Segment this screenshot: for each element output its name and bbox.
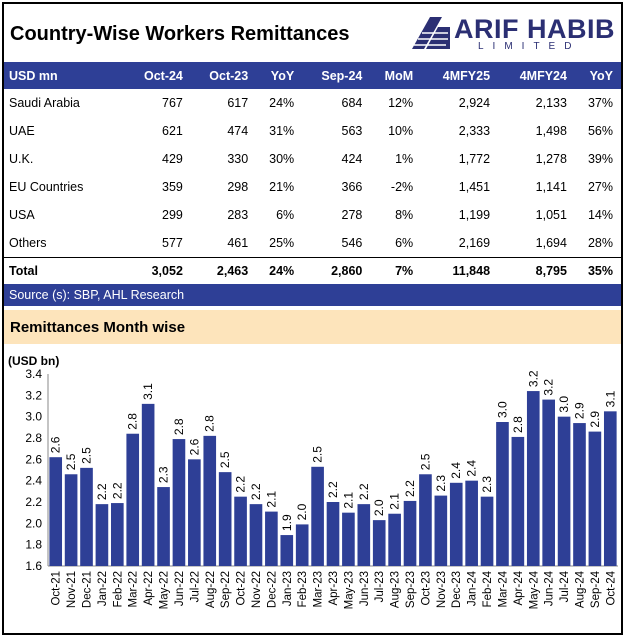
total-cell: 3,052	[126, 257, 191, 284]
table-cell: 24%	[269, 96, 295, 110]
table-cell: 1,772	[458, 152, 491, 166]
y-tick-label: 3.2	[25, 388, 42, 403]
table-cell: 12%	[388, 96, 414, 110]
table-cell: 10%	[388, 124, 414, 138]
x-tick-label: Aug-22	[204, 571, 217, 609]
data-label: 3.2	[526, 370, 541, 388]
data-label: 2.2	[94, 483, 109, 501]
page-title: Country-Wise Workers Remittances	[10, 23, 350, 45]
x-tick-label: Jun-22	[173, 571, 186, 607]
table-cell: 2,169	[458, 235, 491, 250]
x-tick-label: Sep-22	[220, 571, 233, 609]
table-cell: 1,694	[535, 235, 567, 250]
bar	[342, 513, 355, 566]
bar	[203, 436, 216, 566]
table-cell: 563	[341, 124, 363, 138]
x-tick-label: Jan-23	[281, 571, 294, 607]
column-header: USD mn	[4, 62, 126, 89]
x-tick-label: Jun-23	[358, 571, 371, 607]
bar	[142, 404, 155, 566]
total-cell: 24%	[256, 257, 302, 284]
x-tick-label: May-22	[158, 571, 171, 610]
bar	[435, 496, 448, 566]
table-cell: USA	[9, 208, 35, 222]
table-cell: Saudi Arabia	[9, 96, 80, 110]
data-label: 2.1	[341, 491, 356, 509]
column-header: 4MFY24	[498, 62, 575, 89]
column-header: Sep-24	[302, 62, 370, 89]
x-tick-label: Aug-24	[574, 571, 587, 609]
bar	[373, 520, 386, 566]
bar	[512, 437, 525, 566]
table-cell: 14%	[587, 208, 613, 222]
data-label: 2.5	[418, 453, 433, 471]
bar	[604, 411, 617, 566]
bar	[65, 474, 78, 566]
report-card	[2, 2, 623, 635]
table-cell: 298	[227, 180, 249, 194]
bar	[404, 501, 417, 566]
x-tick-label: Mar-23	[312, 571, 325, 608]
data-label: 2.6	[48, 436, 63, 454]
logo-subtitle: LIMITED	[478, 41, 581, 52]
table-cell: 8%	[395, 208, 414, 222]
data-label: 3.2	[541, 378, 556, 396]
data-label: 2.0	[372, 499, 387, 517]
table-cell: 28%	[587, 235, 613, 250]
table-cell: 6%	[395, 235, 414, 250]
data-label: 2.9	[587, 410, 602, 428]
table-cell: 424	[341, 152, 363, 166]
table-cell: 21%	[269, 180, 295, 194]
x-tick-label: Jul-24	[559, 571, 572, 603]
data-label: 2.8	[171, 418, 186, 436]
total-cell: 8,795	[498, 257, 575, 284]
data-label: 2.0	[295, 503, 310, 521]
bar	[311, 467, 324, 566]
bar	[173, 439, 186, 566]
table-cell: 429	[162, 152, 183, 166]
x-tick-label: Sep-23	[405, 571, 418, 609]
data-label: 2.2	[110, 482, 125, 500]
bar	[527, 391, 540, 566]
table-cell: 474	[227, 124, 249, 138]
data-label: 2.2	[356, 483, 371, 501]
table-cell: 1,278	[535, 152, 567, 166]
total-cell: 35%	[575, 257, 621, 284]
x-tick-label: Jan-22	[96, 571, 109, 607]
table-cell: UAE	[9, 124, 35, 138]
x-tick-label: Jul-22	[189, 571, 202, 603]
y-tick-label: 2.4	[25, 473, 42, 488]
y-tick-label: 2.2	[25, 495, 42, 509]
table-cell: Others	[9, 235, 47, 250]
table-cell: 621	[162, 124, 183, 138]
bar	[49, 457, 62, 566]
x-tick-label: Oct-23	[420, 571, 433, 606]
column-header: MoM	[370, 62, 421, 89]
x-tick-label: Dec-23	[451, 571, 464, 609]
table-cell: 1,498	[535, 124, 567, 138]
bar	[126, 434, 139, 566]
total-cell: 11,848	[421, 257, 498, 284]
table-cell: 684	[341, 96, 363, 110]
bar	[388, 514, 401, 566]
table-cell: 366	[341, 180, 363, 194]
bar	[589, 432, 602, 566]
x-tick-label: Feb-24	[482, 571, 495, 608]
table-cell: 1,141	[535, 180, 567, 194]
data-label: 3.0	[557, 395, 572, 413]
bar	[419, 474, 432, 566]
table-cell: 617	[227, 96, 249, 110]
data-label: 3.0	[495, 401, 510, 418]
data-label: 2.6	[187, 438, 202, 456]
data-label: 2.5	[79, 447, 94, 464]
data-label: 2.8	[510, 416, 525, 433]
table-cell: 2,924	[458, 96, 491, 110]
bar	[542, 400, 555, 566]
table-cell: 546	[341, 235, 363, 250]
x-tick-label: Jun-24	[543, 571, 556, 607]
data-label: 1.9	[279, 514, 294, 532]
x-tick-label: Oct-24	[605, 571, 618, 606]
table-cell: 283	[227, 208, 249, 222]
chart-section-title: Remittances Month wise	[10, 319, 186, 336]
data-label: 3.1	[603, 390, 618, 408]
total-cell: 2,463	[191, 257, 256, 284]
table-cell: 330	[227, 152, 249, 166]
bar	[280, 535, 293, 566]
y-axis-label: (USD bn)	[8, 354, 60, 368]
table-cell: 56%	[587, 124, 613, 138]
x-tick-label: May-23	[343, 571, 356, 610]
y-tick-label: 3.0	[25, 409, 42, 424]
x-tick-label: Jul-23	[374, 571, 387, 603]
data-label: 3.1	[141, 383, 156, 400]
table-cell: 767	[162, 96, 183, 110]
column-header: 4MFY25	[421, 62, 498, 89]
data-label: 2.3	[156, 466, 171, 484]
x-tick-label: Nov-22	[250, 571, 263, 609]
logo-wordmark: ARIF HABIB	[454, 14, 615, 44]
data-label: 2.2	[403, 480, 418, 497]
y-tick-label: 1.8	[25, 537, 42, 552]
table-cell: 461	[227, 235, 249, 250]
table-cell: 30%	[269, 152, 295, 166]
x-tick-label: Mar-24	[497, 571, 510, 608]
table-cell: 25%	[269, 235, 295, 250]
data-label: 2.5	[64, 453, 79, 471]
data-label: 2.8	[202, 415, 217, 432]
bar	[558, 417, 571, 566]
data-label: 2.5	[310, 446, 325, 463]
bar	[327, 502, 340, 566]
x-tick-label: Sep-24	[589, 571, 602, 609]
bar	[496, 422, 509, 566]
x-tick-label: Jan-24	[466, 571, 479, 607]
x-tick-label: Feb-22	[112, 571, 125, 608]
source-note: Source (s): SBP, AHL Research	[4, 284, 621, 306]
table-cell: 1,051	[535, 208, 567, 222]
column-header: Oct-23	[191, 62, 256, 89]
table-cell: 1,451	[458, 180, 491, 194]
x-tick-label: Apr-23	[328, 571, 340, 606]
x-tick-label: Oct-22	[235, 571, 248, 606]
table-cell: 577	[162, 235, 183, 250]
y-tick-label: 2.0	[25, 516, 42, 531]
data-label: 2.1	[387, 493, 402, 510]
table-cell: U.K.	[9, 152, 34, 166]
table-cell: -2%	[390, 180, 414, 194]
data-label: 2.3	[480, 475, 495, 493]
y-tick-label: 2.8	[25, 431, 42, 445]
bar	[265, 512, 278, 566]
total-cell: 7%	[370, 257, 421, 284]
x-tick-label: Apr-24	[512, 571, 525, 606]
y-tick-label: 1.6	[25, 559, 42, 573]
data-label: 2.2	[326, 481, 340, 498]
data-label: 2.2	[233, 475, 248, 493]
bar	[80, 468, 93, 566]
data-label: 2.8	[125, 413, 140, 430]
x-tick-label: Nov-21	[66, 571, 79, 609]
total-cell: Total	[4, 257, 126, 284]
x-tick-label: Nov-23	[435, 571, 448, 609]
bar	[250, 504, 263, 566]
table-cell: 278	[341, 208, 363, 222]
bar	[481, 497, 494, 566]
bar	[573, 423, 586, 566]
x-tick-label: May-24	[528, 571, 541, 610]
bar	[188, 459, 201, 566]
bar	[465, 481, 478, 566]
data-label: 2.3	[433, 474, 448, 492]
x-tick-label: Mar-22	[127, 571, 140, 608]
bar	[96, 504, 109, 566]
data-label: 2.4	[464, 459, 479, 477]
table-cell: 1,199	[458, 208, 491, 222]
data-label: 2.1	[264, 490, 279, 508]
bar	[296, 524, 309, 566]
table-cell: 359	[162, 180, 183, 194]
x-tick-label: Aug-23	[389, 571, 402, 609]
table-cell: 39%	[587, 152, 613, 166]
table-cell: 27%	[587, 180, 613, 194]
bar	[357, 504, 370, 566]
y-tick-label: 2.6	[25, 452, 42, 467]
table-cell: 1%	[395, 152, 414, 166]
table-cell: 31%	[269, 124, 295, 138]
table-cell: 6%	[276, 208, 295, 222]
data-label: 2.2	[248, 483, 263, 501]
bar	[157, 487, 170, 566]
table-cell: 299	[162, 208, 183, 222]
table-cell: EU Countries	[9, 180, 84, 194]
column-header: YoY	[575, 62, 621, 89]
total-cell: 2,860	[302, 257, 370, 284]
data-label: 2.9	[572, 402, 587, 420]
column-header: YoY	[256, 62, 302, 89]
remittance-bar-chart	[4, 4, 621, 637]
table-cell: 2,133	[535, 96, 567, 110]
data-label: 2.4	[449, 462, 464, 479]
table-cell: 37%	[587, 96, 613, 110]
x-tick-label: Oct-21	[50, 571, 63, 606]
x-tick-label: Apr-22	[143, 571, 156, 606]
column-header: Oct-24	[126, 62, 191, 89]
bar	[219, 472, 232, 566]
bar	[450, 483, 463, 566]
bar	[234, 497, 247, 566]
bar	[111, 503, 124, 566]
x-tick-label: Dec-22	[266, 571, 279, 609]
x-tick-label: Dec-21	[81, 571, 94, 609]
y-tick-label: 3.4	[25, 367, 42, 381]
table-cell: 2,333	[458, 124, 491, 138]
x-tick-label: Feb-23	[297, 571, 310, 608]
data-label: 2.5	[218, 451, 233, 469]
